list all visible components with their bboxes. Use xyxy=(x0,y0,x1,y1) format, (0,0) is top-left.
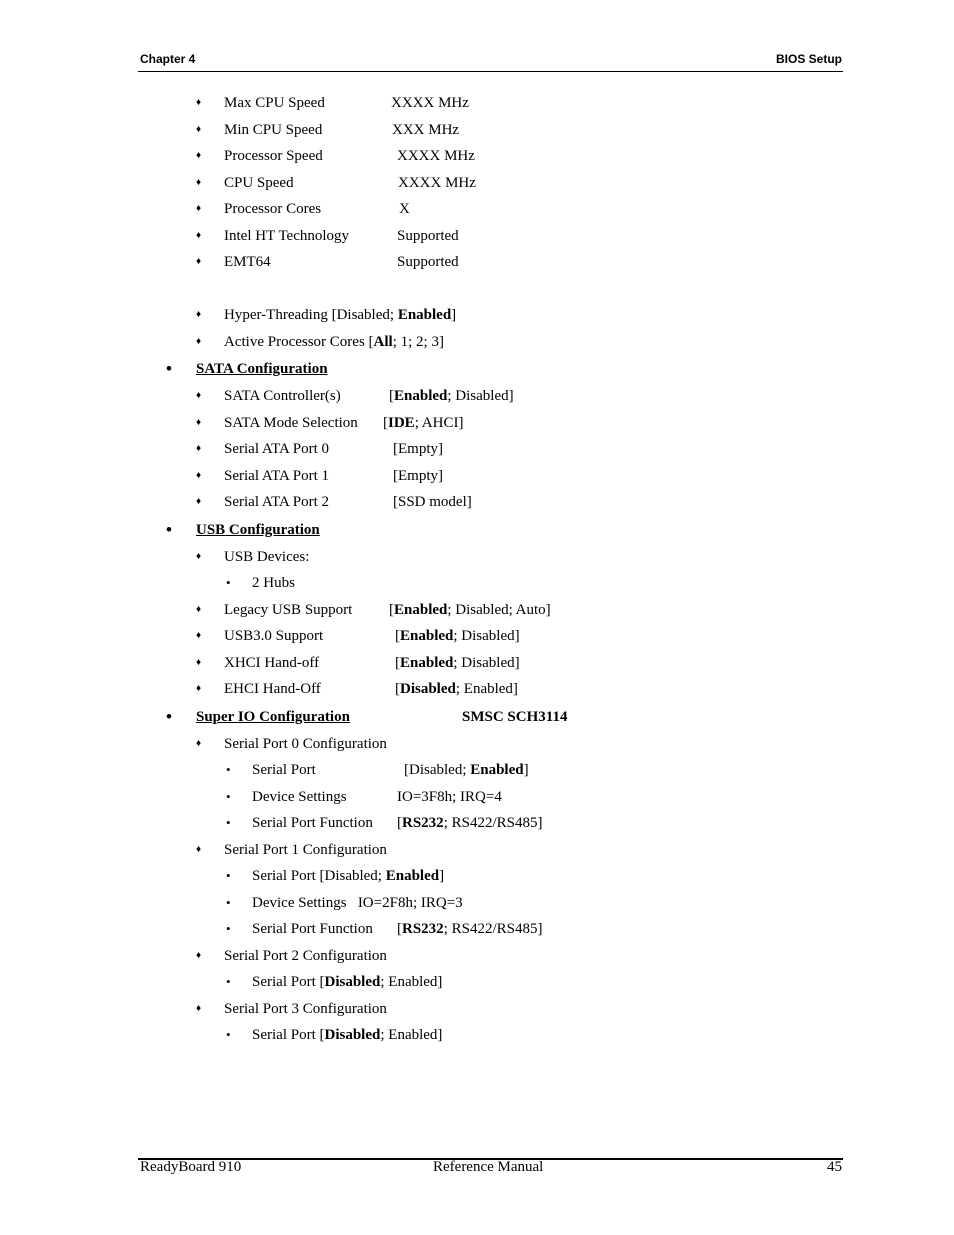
diamond-bullet-icon: ♦ xyxy=(196,630,202,641)
diamond-bullet-icon: ♦ xyxy=(196,738,202,749)
item-value: X xyxy=(399,201,410,217)
item-label: SATA Controller(s) xyxy=(224,388,341,404)
item-label: Legacy USB Support xyxy=(224,602,353,618)
item-value: Supported xyxy=(397,254,459,270)
item-label: EMT64 xyxy=(224,254,271,270)
dot-bullet-icon: • xyxy=(226,895,231,910)
item-label: SATA Mode Selection xyxy=(224,415,358,431)
item-label: Serial Port 2 Configuration xyxy=(224,948,387,964)
item-label: Serial Port Function xyxy=(252,815,373,831)
sub-list-item xyxy=(226,573,626,593)
item-value: [Enabled; Disabled] xyxy=(395,655,520,671)
dot-bullet-icon: • xyxy=(226,762,231,777)
item-value: XXXX MHz xyxy=(397,148,475,164)
list-item xyxy=(196,120,696,140)
diamond-bullet-icon: ♦ xyxy=(196,496,202,507)
item-value: XXXX MHz xyxy=(398,175,476,191)
diamond-bullet-icon: ♦ xyxy=(196,336,202,347)
list-item xyxy=(196,840,696,860)
diamond-bullet-icon: ♦ xyxy=(196,443,202,454)
list-item xyxy=(196,386,696,406)
item-value: [SSD model] xyxy=(393,494,472,510)
item-value: [Empty] xyxy=(393,468,443,484)
item-label: Serial Port 0 Configuration xyxy=(224,736,387,752)
item-label: USB3.0 Support xyxy=(224,628,324,644)
diamond-bullet-icon: ♦ xyxy=(196,230,202,241)
header-rule xyxy=(138,71,843,72)
sub-list-item xyxy=(226,1025,726,1045)
sub-list-item xyxy=(226,893,726,913)
item-label: Serial ATA Port 1 xyxy=(224,468,330,484)
item-label: Min CPU Speed xyxy=(224,122,323,138)
bullet-icon: • xyxy=(166,520,172,539)
sub-list-item xyxy=(226,787,726,807)
diamond-bullet-icon: ♦ xyxy=(196,256,202,267)
section-superio xyxy=(166,707,666,727)
dot-bullet-icon: • xyxy=(226,789,231,804)
sub-list-item xyxy=(226,919,726,939)
item-value: [Disabled; Enabled] xyxy=(395,681,518,697)
diamond-bullet-icon: ♦ xyxy=(196,417,202,428)
list-item xyxy=(196,600,696,620)
dot-bullet-icon: • xyxy=(226,1027,231,1042)
footer-product: ReadyBoard 910 xyxy=(140,1159,242,1175)
item-label: USB Devices: xyxy=(224,549,310,565)
list-item xyxy=(196,547,696,567)
diamond-bullet-icon: ♦ xyxy=(196,177,202,188)
item-label: Serial Port 3 Configuration xyxy=(224,1001,387,1017)
diamond-bullet-icon: ♦ xyxy=(196,309,202,320)
sub-list-item xyxy=(226,866,726,886)
item-label: Device Settings xyxy=(252,789,347,805)
list-item xyxy=(196,199,696,219)
bullet-icon: • xyxy=(166,359,172,378)
item-label: Serial ATA Port 0 xyxy=(224,441,330,457)
item-text: Serial Port [Disabled; Enabled] xyxy=(252,868,445,884)
section-usb xyxy=(166,520,666,540)
list-item xyxy=(196,413,696,433)
page-number: 45 xyxy=(827,1159,842,1175)
item-value: XXX MHz xyxy=(392,122,460,138)
chip-name: SMSC SCH3114 xyxy=(462,709,568,725)
sub-list-item xyxy=(226,760,726,780)
diamond-bullet-icon: ♦ xyxy=(196,150,202,161)
list-item xyxy=(196,173,696,193)
item-value: [IDE; AHCI] xyxy=(383,415,464,431)
diamond-bullet-icon: ♦ xyxy=(196,844,202,855)
item-label: Max CPU Speed xyxy=(224,95,325,111)
list-item xyxy=(196,626,696,646)
section-heading: SATA Configuration xyxy=(196,361,328,377)
item-value: [Enabled; Disabled] xyxy=(395,628,520,644)
dot-bullet-icon: • xyxy=(226,575,231,590)
list-item xyxy=(196,734,696,754)
diamond-bullet-icon: ♦ xyxy=(196,950,202,961)
list-item xyxy=(196,999,696,1019)
list-item xyxy=(196,946,696,966)
item-value: [RS232; RS422/RS485] xyxy=(397,815,543,831)
header-section: BIOS Setup xyxy=(775,52,842,66)
diamond-bullet-icon: ♦ xyxy=(196,124,202,135)
diamond-bullet-icon: ♦ xyxy=(196,604,202,615)
item-label: Intel HT Technology xyxy=(224,228,350,244)
diamond-bullet-icon: ♦ xyxy=(196,390,202,401)
item-label: EHCI Hand-Off xyxy=(224,681,321,697)
item-text: Serial Port [Disabled; Enabled] xyxy=(252,1027,443,1043)
item-text: Serial Port [Disabled; Enabled] xyxy=(252,974,443,990)
diamond-bullet-icon: ♦ xyxy=(196,683,202,694)
dot-bullet-icon: • xyxy=(226,974,231,989)
list-item xyxy=(196,146,696,166)
list-item xyxy=(196,679,696,699)
section-heading: Super IO Configuration xyxy=(196,709,350,725)
item-label: Serial ATA Port 2 xyxy=(224,494,330,510)
item-label: CPU Speed xyxy=(224,175,294,191)
list-item xyxy=(196,439,696,459)
list-item xyxy=(196,252,696,272)
diamond-bullet-icon: ♦ xyxy=(196,551,202,562)
section-sata xyxy=(166,359,666,379)
item-label: Serial Port xyxy=(252,762,316,778)
footer-title: Reference Manual xyxy=(433,1159,544,1175)
item-value: [Enabled; Disabled; Auto] xyxy=(389,602,551,618)
dot-bullet-icon: • xyxy=(226,815,231,830)
item-label: Serial Port 1 Configuration xyxy=(224,842,387,858)
item-value: XXXX MHz xyxy=(391,95,469,111)
list-item xyxy=(196,466,696,486)
sub-list-item xyxy=(226,972,726,992)
item-label: Serial Port Function xyxy=(252,921,373,937)
dot-bullet-icon: • xyxy=(226,921,231,936)
list-item xyxy=(196,93,696,113)
list-item xyxy=(196,305,696,325)
list-item xyxy=(196,332,696,352)
item-text: Hyper-Threading [Disabled; Enabled] xyxy=(224,307,457,323)
dot-bullet-icon: • xyxy=(226,868,231,883)
diamond-bullet-icon: ♦ xyxy=(196,97,202,108)
item-value: [RS232; RS422/RS485] xyxy=(397,921,543,937)
item-label: Processor Speed xyxy=(224,148,323,164)
item-value: [Enabled; Disabled] xyxy=(389,388,514,404)
list-item xyxy=(196,492,696,512)
list-item xyxy=(196,653,696,673)
bullet-icon: • xyxy=(166,707,172,726)
item-value: [Empty] xyxy=(393,441,443,457)
item-label: Processor Cores xyxy=(224,201,322,217)
diamond-bullet-icon: ♦ xyxy=(196,1003,202,1014)
header-chapter: Chapter 4 xyxy=(140,52,196,66)
diamond-bullet-icon: ♦ xyxy=(196,203,202,214)
item-text: Device Settings IO=2F8h; IRQ=3 xyxy=(252,895,463,911)
item-text: Active Processor Cores [All; 1; 2; 3] xyxy=(224,334,444,350)
item-label: XHCI Hand-off xyxy=(224,655,320,671)
item-value: IO=3F8h; IRQ=4 xyxy=(397,789,502,805)
sub-list-item xyxy=(226,813,726,833)
item-value: [Disabled; Enabled] xyxy=(404,762,529,778)
list-item xyxy=(196,226,696,246)
section-heading: USB Configuration xyxy=(196,522,320,538)
diamond-bullet-icon: ♦ xyxy=(196,470,202,481)
diamond-bullet-icon: ♦ xyxy=(196,657,202,668)
item-label: 2 Hubs xyxy=(252,575,295,591)
item-value: Supported xyxy=(397,228,459,244)
